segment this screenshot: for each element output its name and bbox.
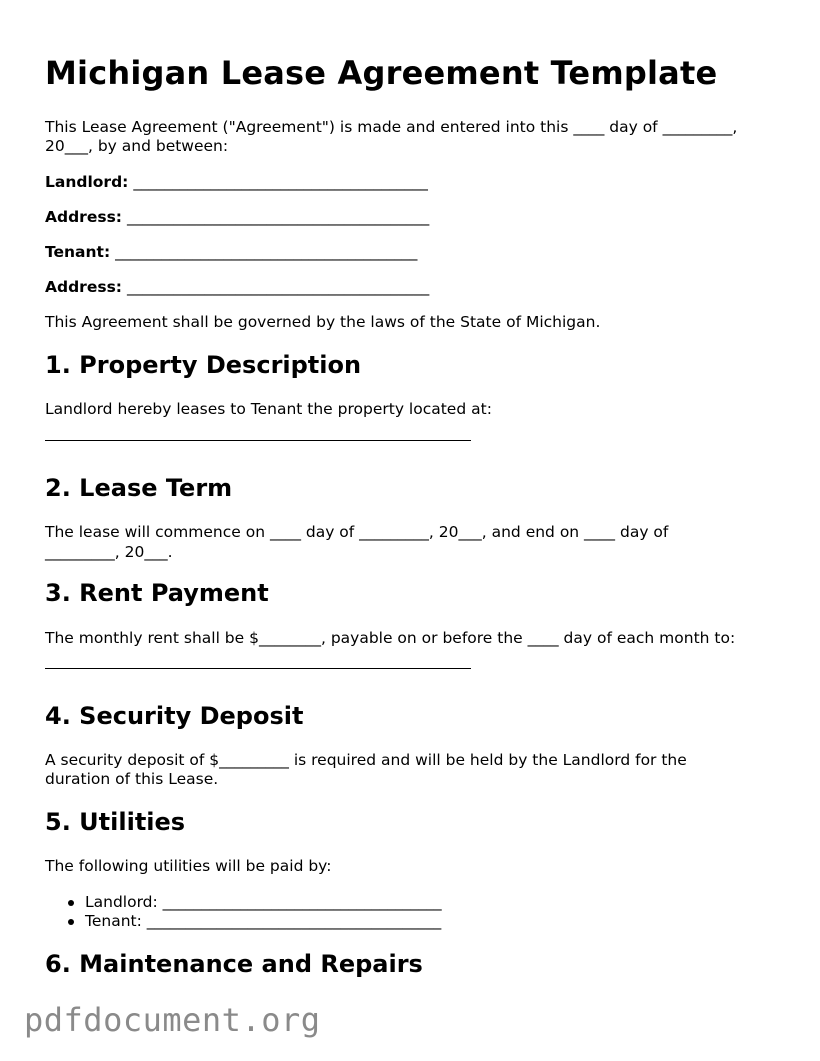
tenant-address-blank[interactable]: _______________________________________ [126,278,430,296]
bullet-icon [68,900,74,906]
watermark: pdfdocument.org [24,1001,321,1039]
landlord-address-blank[interactable]: _______________________________________ [126,208,430,226]
term-line-2: _________, 20___. [45,543,173,561]
governing-law-text: This Agreement shall be governed by the laws of the State of Michigan. [45,313,601,331]
deposit-line-1: A security deposit of $_________ is required and will be held by the Landlord for the [45,751,687,769]
utilities-list [45,893,442,931]
document-title: Michigan Lease Agreement Template [45,54,718,92]
intro-line-2: 20___, by and between: [45,137,229,155]
tenant-field[interactable] [45,243,417,261]
deposit-line-2: duration of this Lease. [45,770,219,788]
property-address-blank[interactable] [45,440,471,441]
tenant-blank[interactable]: _______________________________________ [115,243,418,261]
section-property-heading: 1. Property Description [45,351,362,379]
utilities-landlord-item[interactable] [45,893,442,912]
tenant-address-field[interactable] [45,278,429,296]
utilities-tenant-text[interactable]: Tenant: ______________________________________ [85,912,442,930]
landlord-address-label: Address: [45,208,122,226]
tenant-address-label: Address: [45,278,122,296]
landlord-blank[interactable]: ______________________________________ [133,173,428,191]
utilities-landlord-text[interactable]: Landlord: ____________________________________ [85,893,442,911]
section-deposit-heading: 4. Security Deposit [45,702,304,730]
landlord-field[interactable] [45,173,428,191]
section-maintenance-heading: 6. Maintenance and Repairs [45,950,423,978]
bullet-icon [68,919,74,925]
rent-text: The monthly rent shall be $________, payable on or before the ____ day of each month to: [45,629,736,647]
section-rent-heading: 3. Rent Payment [45,579,269,607]
tenant-label: Tenant: [45,243,111,261]
property-text: Landlord hereby leases to Tenant the property located at: [45,400,492,418]
section-term-heading: 2. Lease Term [45,474,233,502]
landlord-label: Landlord: [45,173,129,191]
term-line-1: The lease will commence on ____ day of _________, 20___, and end on ____ day of [45,523,669,541]
section-utilities-heading: 5. Utilities [45,808,186,836]
intro-line-1: This Lease Agreement ("Agreement") is made and entered into this ____ day of _________, [45,118,738,136]
rent-payee-blank[interactable] [45,668,471,669]
utilities-tenant-item[interactable] [45,912,442,931]
utilities-text: The following utilities will be paid by: [45,857,332,875]
landlord-address-field[interactable] [45,208,429,226]
